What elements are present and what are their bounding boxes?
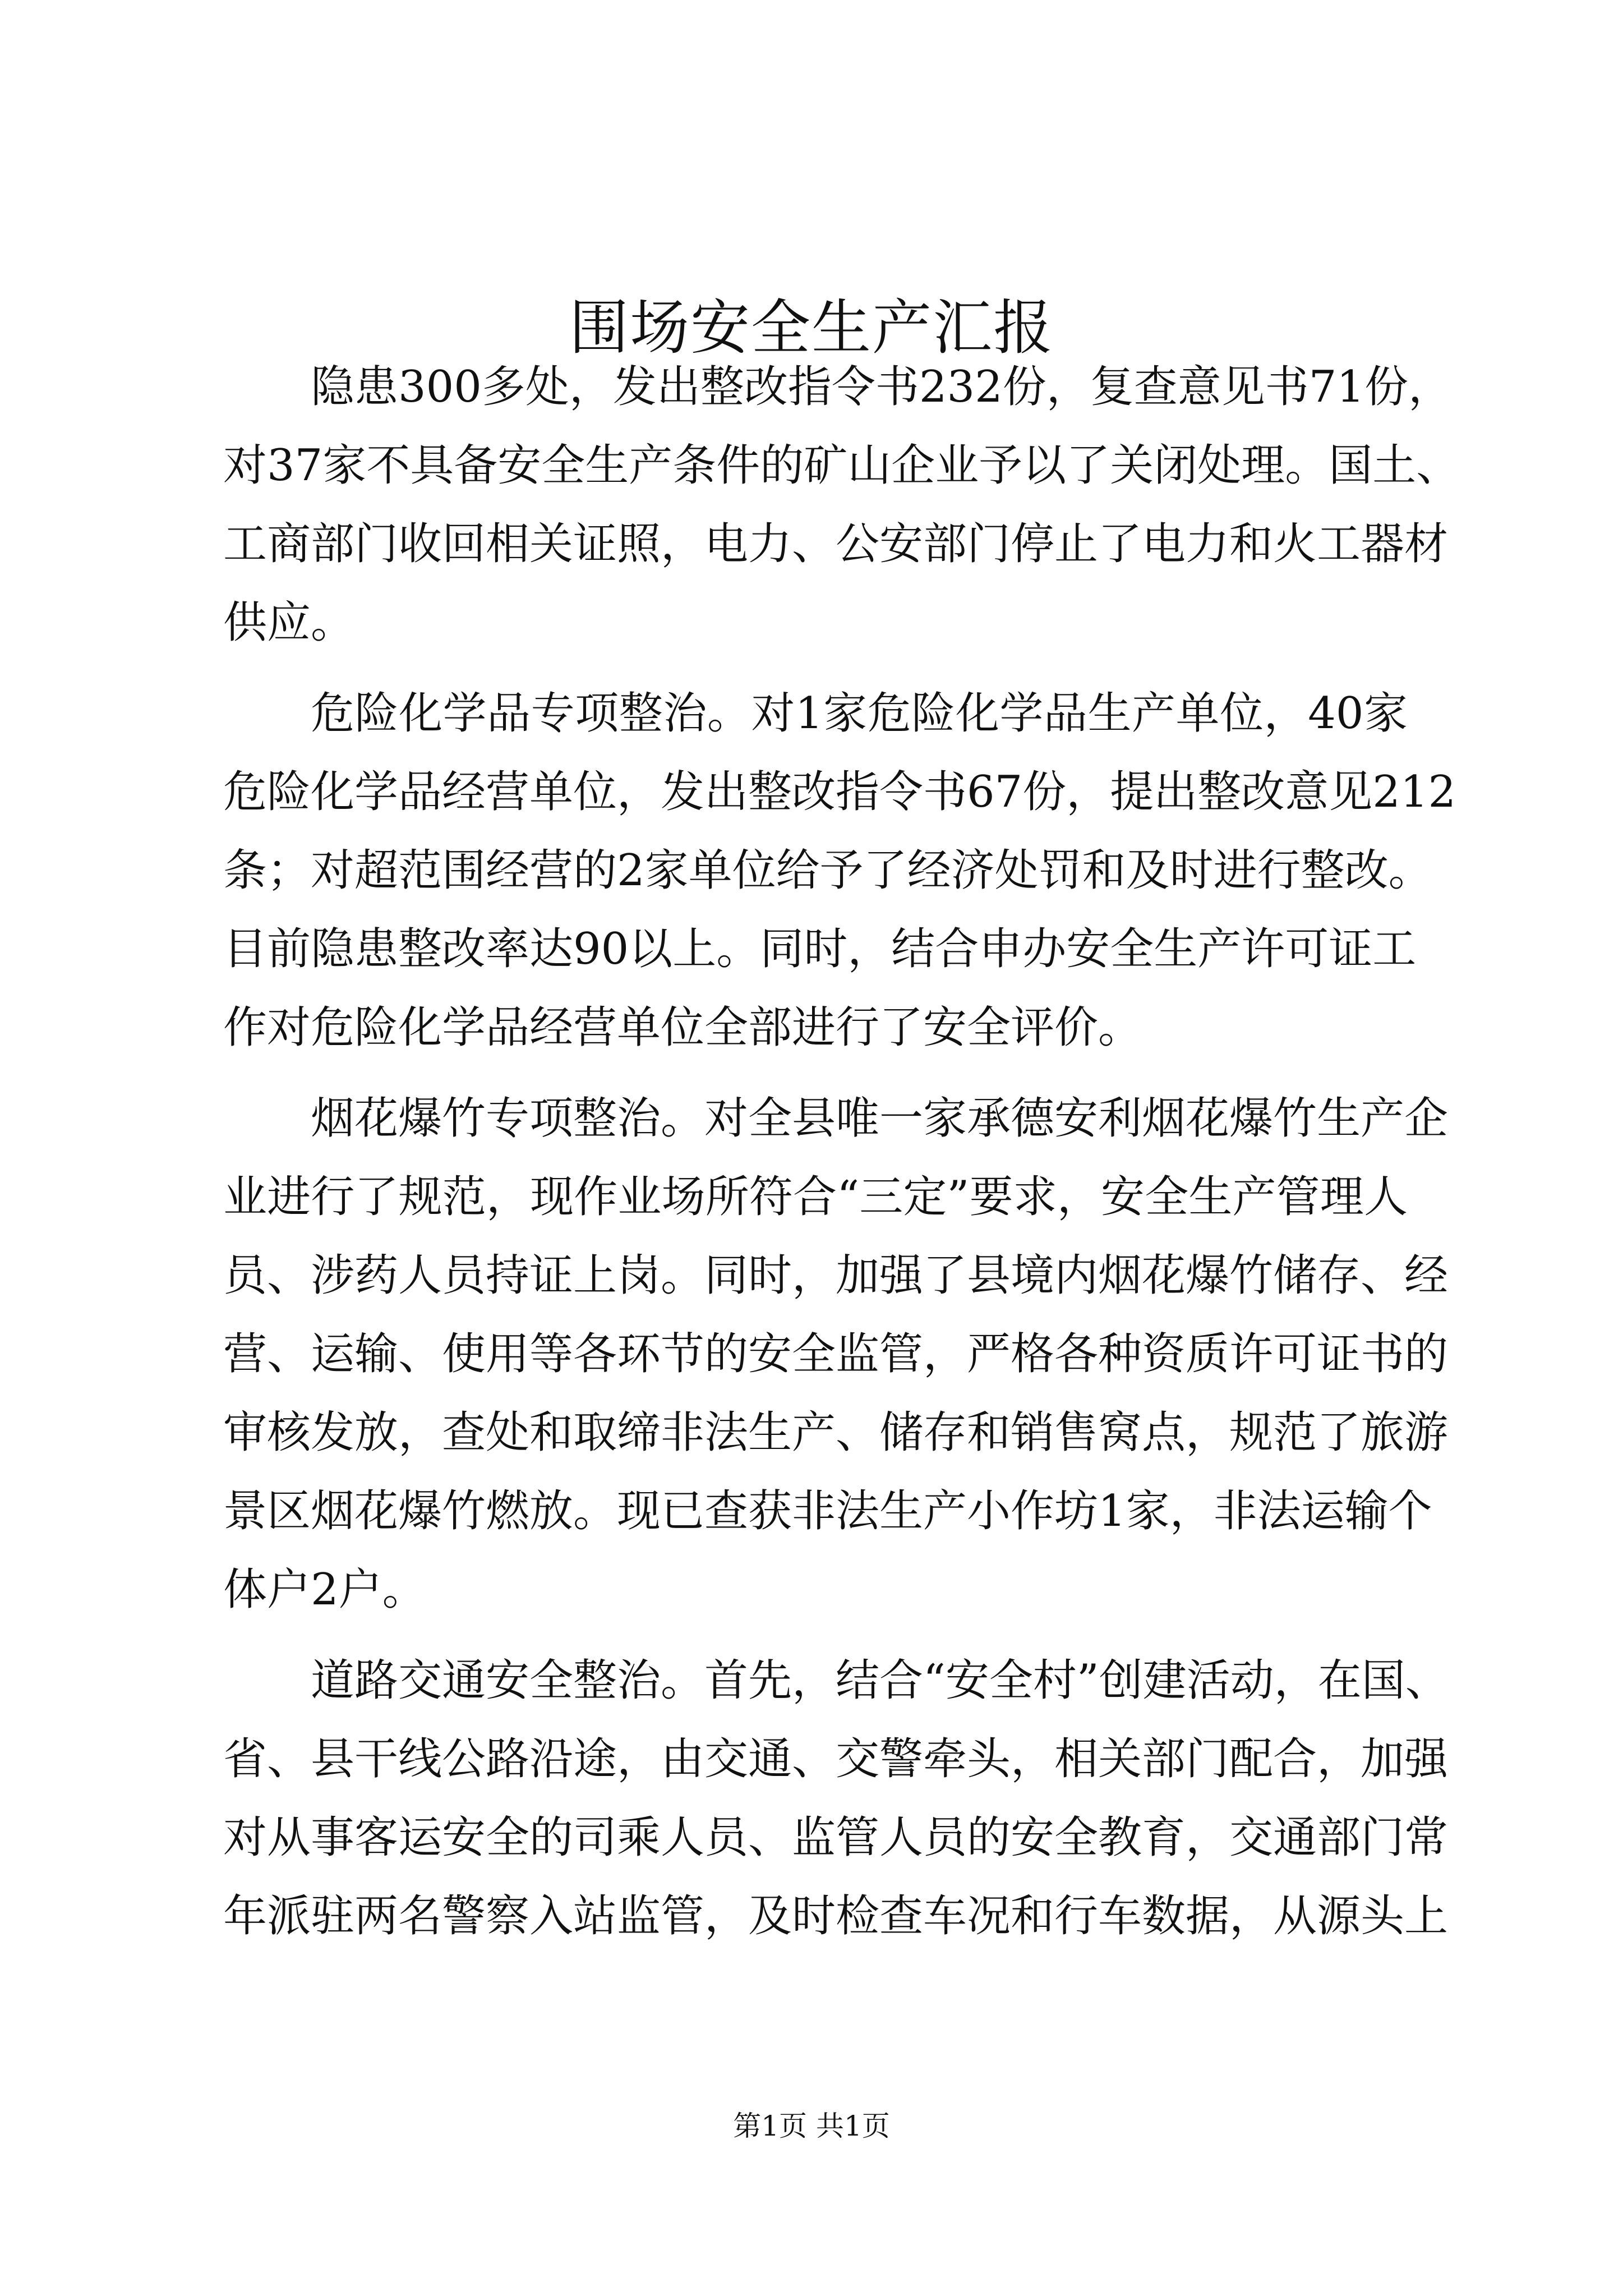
- text-line: 隐患300多处，发出整改指令书232份，复查意见书71份，: [311, 362, 1453, 412]
- text-line: 对从事客运安全的司乘人员、监管人员的安全教育，交通部门常: [223, 1812, 1449, 1863]
- document-title: 围场安全生产汇报: [569, 293, 1054, 362]
- text-line: 工商部门收回相关证照，电力、公安部门停止了电力和火工器材: [223, 519, 1449, 569]
- text-line: 危险化学品经营单位，发出整改指令书67份，提出整改意见212: [223, 767, 1456, 817]
- text-line: 省、县干线公路沿途，由交通、交警牵头，相关部门配合，加强: [223, 1734, 1449, 1784]
- text-line: 年派驻两名警察入站监管，及时检查车况和行车数据，从源头上: [223, 1891, 1449, 1941]
- page-footer: 第1页 共1页: [733, 2110, 890, 2142]
- text-line: 目前隐患整改率达90以上。同时，结合申办安全生产许可证工: [223, 924, 1417, 974]
- text-line: 业进行了规范，现作业场所符合“三定”要求，安全生产管理人: [223, 1172, 1408, 1222]
- text-line: 危险化学品专项整治。对1家危险化学品生产单位，40家: [311, 688, 1408, 739]
- text-line: 景区烟花爆竹燃放。现已查获非法生产小作坊1家，非法运输个: [223, 1486, 1432, 1536]
- text-line: 烟花爆竹专项整治。对全县唯一家承德安利烟花爆竹生产企: [311, 1093, 1449, 1144]
- text-line: 条；对超范围经营的2家单位给予了经济处罚和及时进行整改。: [223, 845, 1432, 896]
- paragraph: [223, 674, 1456, 1067]
- text-line: 供应。: [223, 597, 355, 648]
- text-line: 审核发放，查处和取缔非法生产、储存和销售窝点，规范了旅游: [223, 1407, 1449, 1458]
- text-line: 道路交通安全整治。首先，结合“安全村”创建活动，在国、: [311, 1655, 1449, 1706]
- text-line: 营、运输、使用等各环节的安全监管，严格各种资质许可证书的: [223, 1329, 1449, 1379]
- document-body: [223, 348, 1460, 1955]
- text-line: 体户2户。: [223, 1565, 426, 1615]
- text-line: 对37家不具备安全生产条件的矿山企业予以了关闭处理。国土、: [223, 440, 1460, 491]
- paragraph: [223, 1641, 1449, 1955]
- text-line: 员、涉药人员持证上岗。同时，加强了县境内烟花爆竹储存、经: [223, 1250, 1449, 1301]
- text-line: 作对危险化学品经营单位全部进行了安全评价。: [223, 1002, 1142, 1053]
- paragraph: [223, 1079, 1449, 1629]
- paragraph: [223, 348, 1460, 662]
